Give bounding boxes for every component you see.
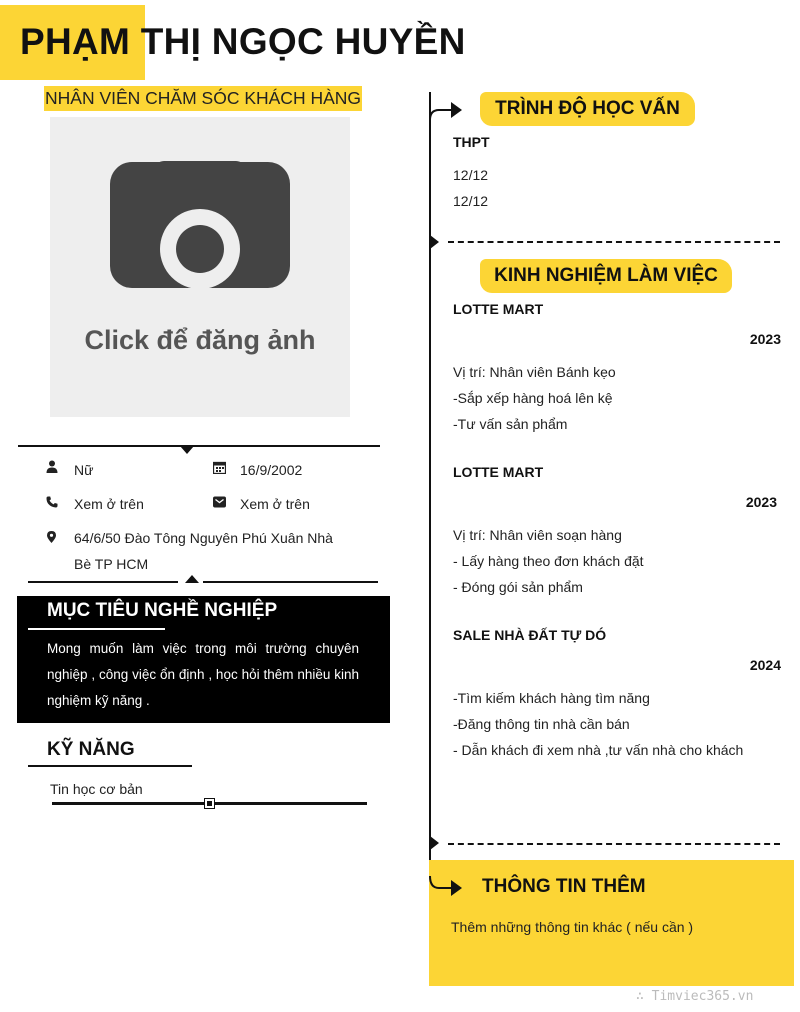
objective-title[interactable]: MỤC TIÊU NGHỀ NGHIỆP [47,600,278,621]
job-line[interactable]: - Đóng gói sản phẩm [453,579,583,595]
divider [28,581,178,583]
watermark-logo: ∴ Timviec365.vn [636,989,754,1004]
job-line[interactable]: -Tìm kiếm khách hàng tìm năng [453,690,650,706]
location-icon [47,530,56,548]
job-line[interactable]: - Lấy hàng theo đơn khách đặt [453,553,644,569]
job-company[interactable]: SALE NHÀ ĐẤT TỰ DÓ [453,627,607,643]
candidate-name[interactable]: PHẠM THỊ NGỌC HUYỀN [20,21,466,62]
arrow-right-icon [429,874,463,900]
gender-icon [46,460,58,478]
email-value[interactable]: Xem ở trên [240,496,310,512]
job-year[interactable]: 2024 [749,657,781,673]
job-year[interactable]: 2023 [745,494,777,510]
job-line[interactable]: -Sắp xếp hàng hoá lên kệ [453,390,613,406]
experience-title[interactable]: KINH NGHIỆM LÀM VIỆC [480,259,732,293]
arrow-right-icon [429,96,463,122]
skills-title[interactable]: KỸ NĂNG [47,739,135,760]
divider-marker [185,575,199,583]
section-divider [448,843,780,845]
birthday-value[interactable]: 16/9/2002 [240,462,303,478]
camera-lens [176,225,224,273]
timeline-marker [430,836,439,850]
education-line[interactable]: 12/12 [453,193,489,209]
address-value[interactable]: 64/6/50 Đào Tông Nguyên Phú Xuân Nhà Bè TP HCM [74,530,333,572]
education-school[interactable]: THPT [453,134,490,150]
education-line[interactable]: 12/12 [453,167,489,183]
calendar-icon [213,461,226,479]
job-company[interactable]: LOTTE MART [453,301,544,317]
section-divider [448,241,780,243]
extra-info-section [429,860,794,986]
skill-level-handle[interactable] [205,799,214,808]
extra-info-title[interactable]: THÔNG TIN THÊM [482,876,646,897]
job-year[interactable]: 2023 [749,331,781,347]
divider-marker [180,446,194,454]
skill-level-bar[interactable] [52,802,367,805]
photo-upload[interactable] [50,117,350,417]
objective-text[interactable]: Mong muốn làm việc trong môi trường chuyên nghiệp , công việc ổn định , học hỏi thêm nhiều kinh nghiệm kỹ năng . [47,641,359,708]
photo-upload-label: Click để đăng ảnh [84,325,316,355]
skill-name[interactable]: Tin học cơ bản [50,781,143,797]
objective-title-underline [28,628,165,630]
gender-value[interactable]: Nữ [74,462,94,478]
job-line[interactable]: Vị trí: Nhân viên Bánh kẹo [453,364,616,380]
job-company[interactable]: LOTTE MART [453,464,544,480]
phone-icon [46,495,58,513]
timeline-line [429,92,431,888]
job-title[interactable]: NHÂN VIÊN CHĂM SÓC KHÁCH HÀNG [44,86,362,111]
phone-value[interactable]: Xem ở trên [74,496,144,512]
job-line[interactable]: Vị trí: Nhân viên soạn hàng [453,527,622,543]
job-line[interactable]: - Dẫn khách đi xem nhà ,tư vấn nhà cho khách [453,742,744,758]
timeline-marker [430,235,439,249]
extra-info-text[interactable]: Thêm những thông tin khác ( nếu cần ) [451,919,694,935]
education-title[interactable]: TRÌNH ĐỘ HỌC VẤN [480,92,695,126]
divider [203,581,378,583]
skills-title-underline [28,765,192,767]
job-line[interactable]: -Tư vấn sản phẩm [453,416,568,432]
job-line[interactable]: -Đăng thông tin nhà cần bán [453,716,630,732]
email-icon [213,495,226,513]
divider [18,445,380,447]
objective-section [17,596,390,723]
